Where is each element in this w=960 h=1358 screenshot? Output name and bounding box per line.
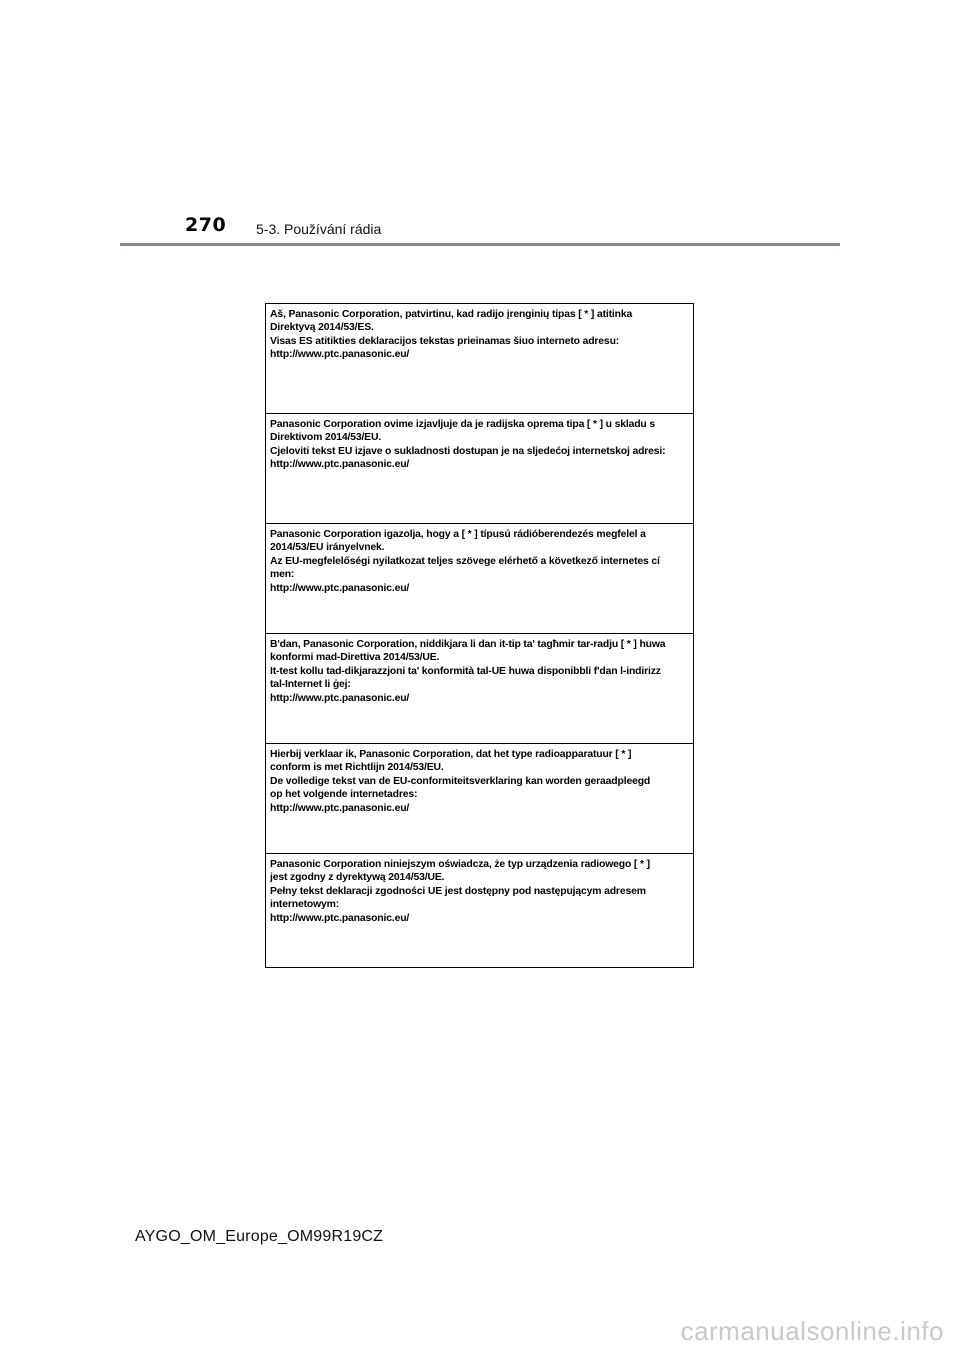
declaration-url: http://www.ptc.panasonic.eu/ xyxy=(270,459,410,471)
watermark: carmanualsonline.info xyxy=(680,1316,944,1346)
declaration-line: It-test kollu tad-dikjarazzjoni ta' konformità tal-UE huwa disponibbli f'dan l-indirizz xyxy=(270,665,661,677)
declaration-line: Az EU-megfelelőségi nyilatkozat teljes szövege elérhető a következő internetes cí xyxy=(270,555,660,567)
footer-doc-code: AYGO_OM_Europe_OM99R19CZ xyxy=(135,1228,384,1245)
declaration-line: conform is met Richtlijn 2014/53/EU. xyxy=(270,762,444,774)
declaration-line: Panasonic Corporation ovime izjavljuje da je radijska oprema tipa [ * ] u skladu s xyxy=(270,419,655,430)
declaration-table xyxy=(265,303,694,968)
declaration-line: Direktivom 2014/53/EU. xyxy=(270,432,382,444)
declaration-row-croatian xyxy=(266,414,693,524)
page-number: 270 xyxy=(185,214,227,236)
declaration-url: http://www.ptc.panasonic.eu/ xyxy=(270,582,410,594)
declaration-line: 2014/53/EU irányelvnek. xyxy=(270,542,385,554)
declaration-url: http://www.ptc.panasonic.eu/ xyxy=(270,692,410,704)
declaration-row-lithuanian xyxy=(266,304,693,414)
declaration-line: tal-Internet li ġej: xyxy=(270,679,351,691)
declaration-line: konformi mad-Direttiva 2014/53/UE. xyxy=(270,652,440,664)
declaration-row-maltese xyxy=(266,634,693,744)
header-rule xyxy=(120,243,840,246)
declaration-line: Panasonic Corporation niniejszym oświadcza, że typ urządzenia radiowego [ * ] xyxy=(270,859,650,870)
declaration-line: Direktyvą 2014/53/ES. xyxy=(270,322,374,334)
declaration-url: http://www.ptc.panasonic.eu/ xyxy=(270,349,410,361)
declaration-line: men: xyxy=(270,569,295,581)
declaration-line: De volledige tekst van de EU-conformiteitsverklaring kan worden geraadpleegd xyxy=(270,775,651,787)
declaration-line: Panasonic Corporation igazolja, hogy a [ * ] típusú rádióberendezés megfelel a xyxy=(270,529,646,540)
declaration-row-hungarian xyxy=(266,524,693,634)
declaration-line: Pełny tekst deklaracji zgodności UE jest dostępny pod następującym adresem xyxy=(270,885,646,897)
declaration-line: Aš, Panasonic Corporation, patvirtinu, kad radijo įrenginių tipas [ * ] atitinka xyxy=(270,309,633,320)
declaration-row-polish xyxy=(266,854,693,967)
declaration-line: B'dan, Panasonic Corporation, niddikjara li dan it-tip ta' tagħmir tar-radju [ * ] huwa xyxy=(270,639,666,650)
declaration-row-dutch xyxy=(266,744,693,854)
declaration-url: http://www.ptc.panasonic.eu/ xyxy=(270,802,410,814)
declaration-line: jest zgodny z dyrektywą 2014/53/UE. xyxy=(270,872,445,884)
declaration-line: internetowym: xyxy=(270,899,340,911)
declaration-line: Cjeloviti tekst EU izjave o sukladnosti dostupan je na sljedećoj internetskoj adresi: xyxy=(270,445,666,457)
section-title: 5-3. Používání rádia xyxy=(256,221,382,237)
declaration-line: Visas ES atitikties deklaracijos tekstas prieinamas šiuo interneto adresu: xyxy=(270,335,620,347)
declaration-url: http://www.ptc.panasonic.eu/ xyxy=(270,912,410,924)
declaration-line: op het volgende internetadres: xyxy=(270,789,418,801)
declaration-line: Hierbij verklaar ik, Panasonic Corporation, dat het type radioapparatuur [ * ] xyxy=(270,749,632,760)
